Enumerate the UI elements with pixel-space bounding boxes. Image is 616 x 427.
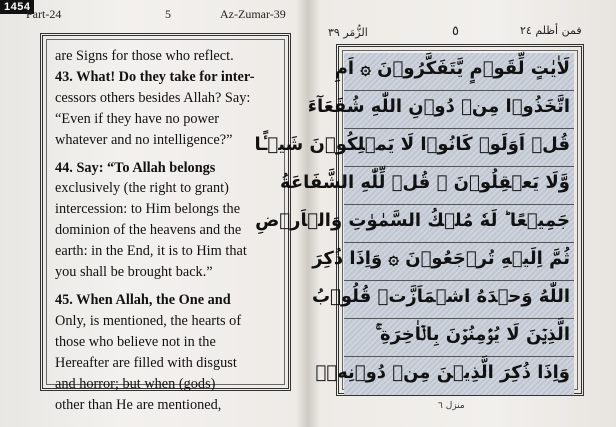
text-line: earth: in the End, it is to Him that <box>55 243 247 260</box>
page-badge: 1454 <box>0 0 34 14</box>
manzil-marker: منزل ٦ <box>438 401 465 411</box>
text-line: cessors others besides Allah? Say: <box>55 89 251 106</box>
right-header-left: الزُّمَر ٣٩ <box>328 26 368 39</box>
text-line: Hereafter are filled with disgust <box>55 354 237 371</box>
arabic-line-text: قُلۡ اَوَلَوۡ كَانُوۡا لَا يَمۡلِكُوۡنَ شَيۡـًٔا <box>254 134 570 155</box>
arabic-line <box>312 243 574 281</box>
left-header-page: 5 <box>165 7 171 21</box>
text-line: Only, is mentioned, the hearts of <box>55 312 242 329</box>
arabic-line <box>315 357 574 395</box>
text-line: 44. Say: “To Allah belongs <box>55 159 216 176</box>
text-line: whatever and no intelligence?” <box>55 131 233 148</box>
arabic-line-text: لَاٰيٰتٍ لِّقَوۡمٍ يَّتَفَكَّرُوۡنَ ۞ اَمِ <box>334 58 570 79</box>
arabic-line <box>334 53 574 91</box>
arabic-line-text: جَمِيۡعًا ؕ لَهٗ مُلۡكُ السَّمٰوٰتِ وَالۡاَرۡضِ <box>255 210 570 231</box>
arabic-line-text: وَّلَا يَعۡقِلُوۡنَ ۞ قُلۡ لِّلّٰهِ الشَّفَاعَةُ <box>279 172 570 193</box>
translation-text <box>55 46 285 415</box>
arabic-line <box>255 205 574 243</box>
arabic-line-text: وَاِذَا ذُكِرَ الَّذِيۡنَ مِنۡ دُوۡنِهٖۤ <box>315 362 570 383</box>
right-header-page: ٥ <box>452 24 459 39</box>
arabic-line <box>279 167 574 205</box>
arabic-line <box>254 129 574 167</box>
text-line: 45. When Allah, the One and <box>55 291 231 308</box>
left-header-surah: Az-Zumar-39 <box>220 7 286 21</box>
arabic-line-text: ثُمَّ اِلَيۡهِ تُرۡجَعُوۡنَ ۞ وَاِذَا ذُكِرَ <box>312 248 570 269</box>
arabic-line-text: اللّٰهُ وَحۡدَهُ اشۡمَاَزَّتۡ قُلُوۡبُ <box>311 286 570 307</box>
right-header-right: فمن أظلم ٢٤ <box>520 24 582 37</box>
text-line: those who believe not in the <box>55 333 216 350</box>
text-line: exclusively (the right to grant) <box>55 180 229 197</box>
arabic-line <box>311 281 574 319</box>
text-line: and horror; but when (gods) <box>55 375 216 392</box>
arabic-line-text: اتَّخَذُوۡا مِنۡ دُوۡنِ اللّٰهِ شُفَعَآءَ <box>307 96 570 117</box>
text-line: are Signs for those who reflect. <box>55 48 234 64</box>
arabic-text <box>254 53 574 395</box>
left-header-part: Part-24 <box>26 7 62 21</box>
text-line: intercession: to Him belongs the <box>55 201 241 218</box>
text-line: other than He are mentioned, <box>55 396 222 413</box>
text-line: you shall be brought back.” <box>55 264 213 281</box>
arabic-line <box>307 91 574 129</box>
text-line: dominion of the heavens and the <box>55 222 242 239</box>
arabic-line <box>344 319 574 357</box>
text-line: 43. What! Do they take for inter- <box>55 68 255 85</box>
arabic-line-text: الَّذِيۡنَ لَا يُؤۡمِنُوۡنَ بِالۡاٰخِرَةِ ۚ <box>375 324 570 345</box>
text-line: “Even if they have no power <box>55 110 219 127</box>
